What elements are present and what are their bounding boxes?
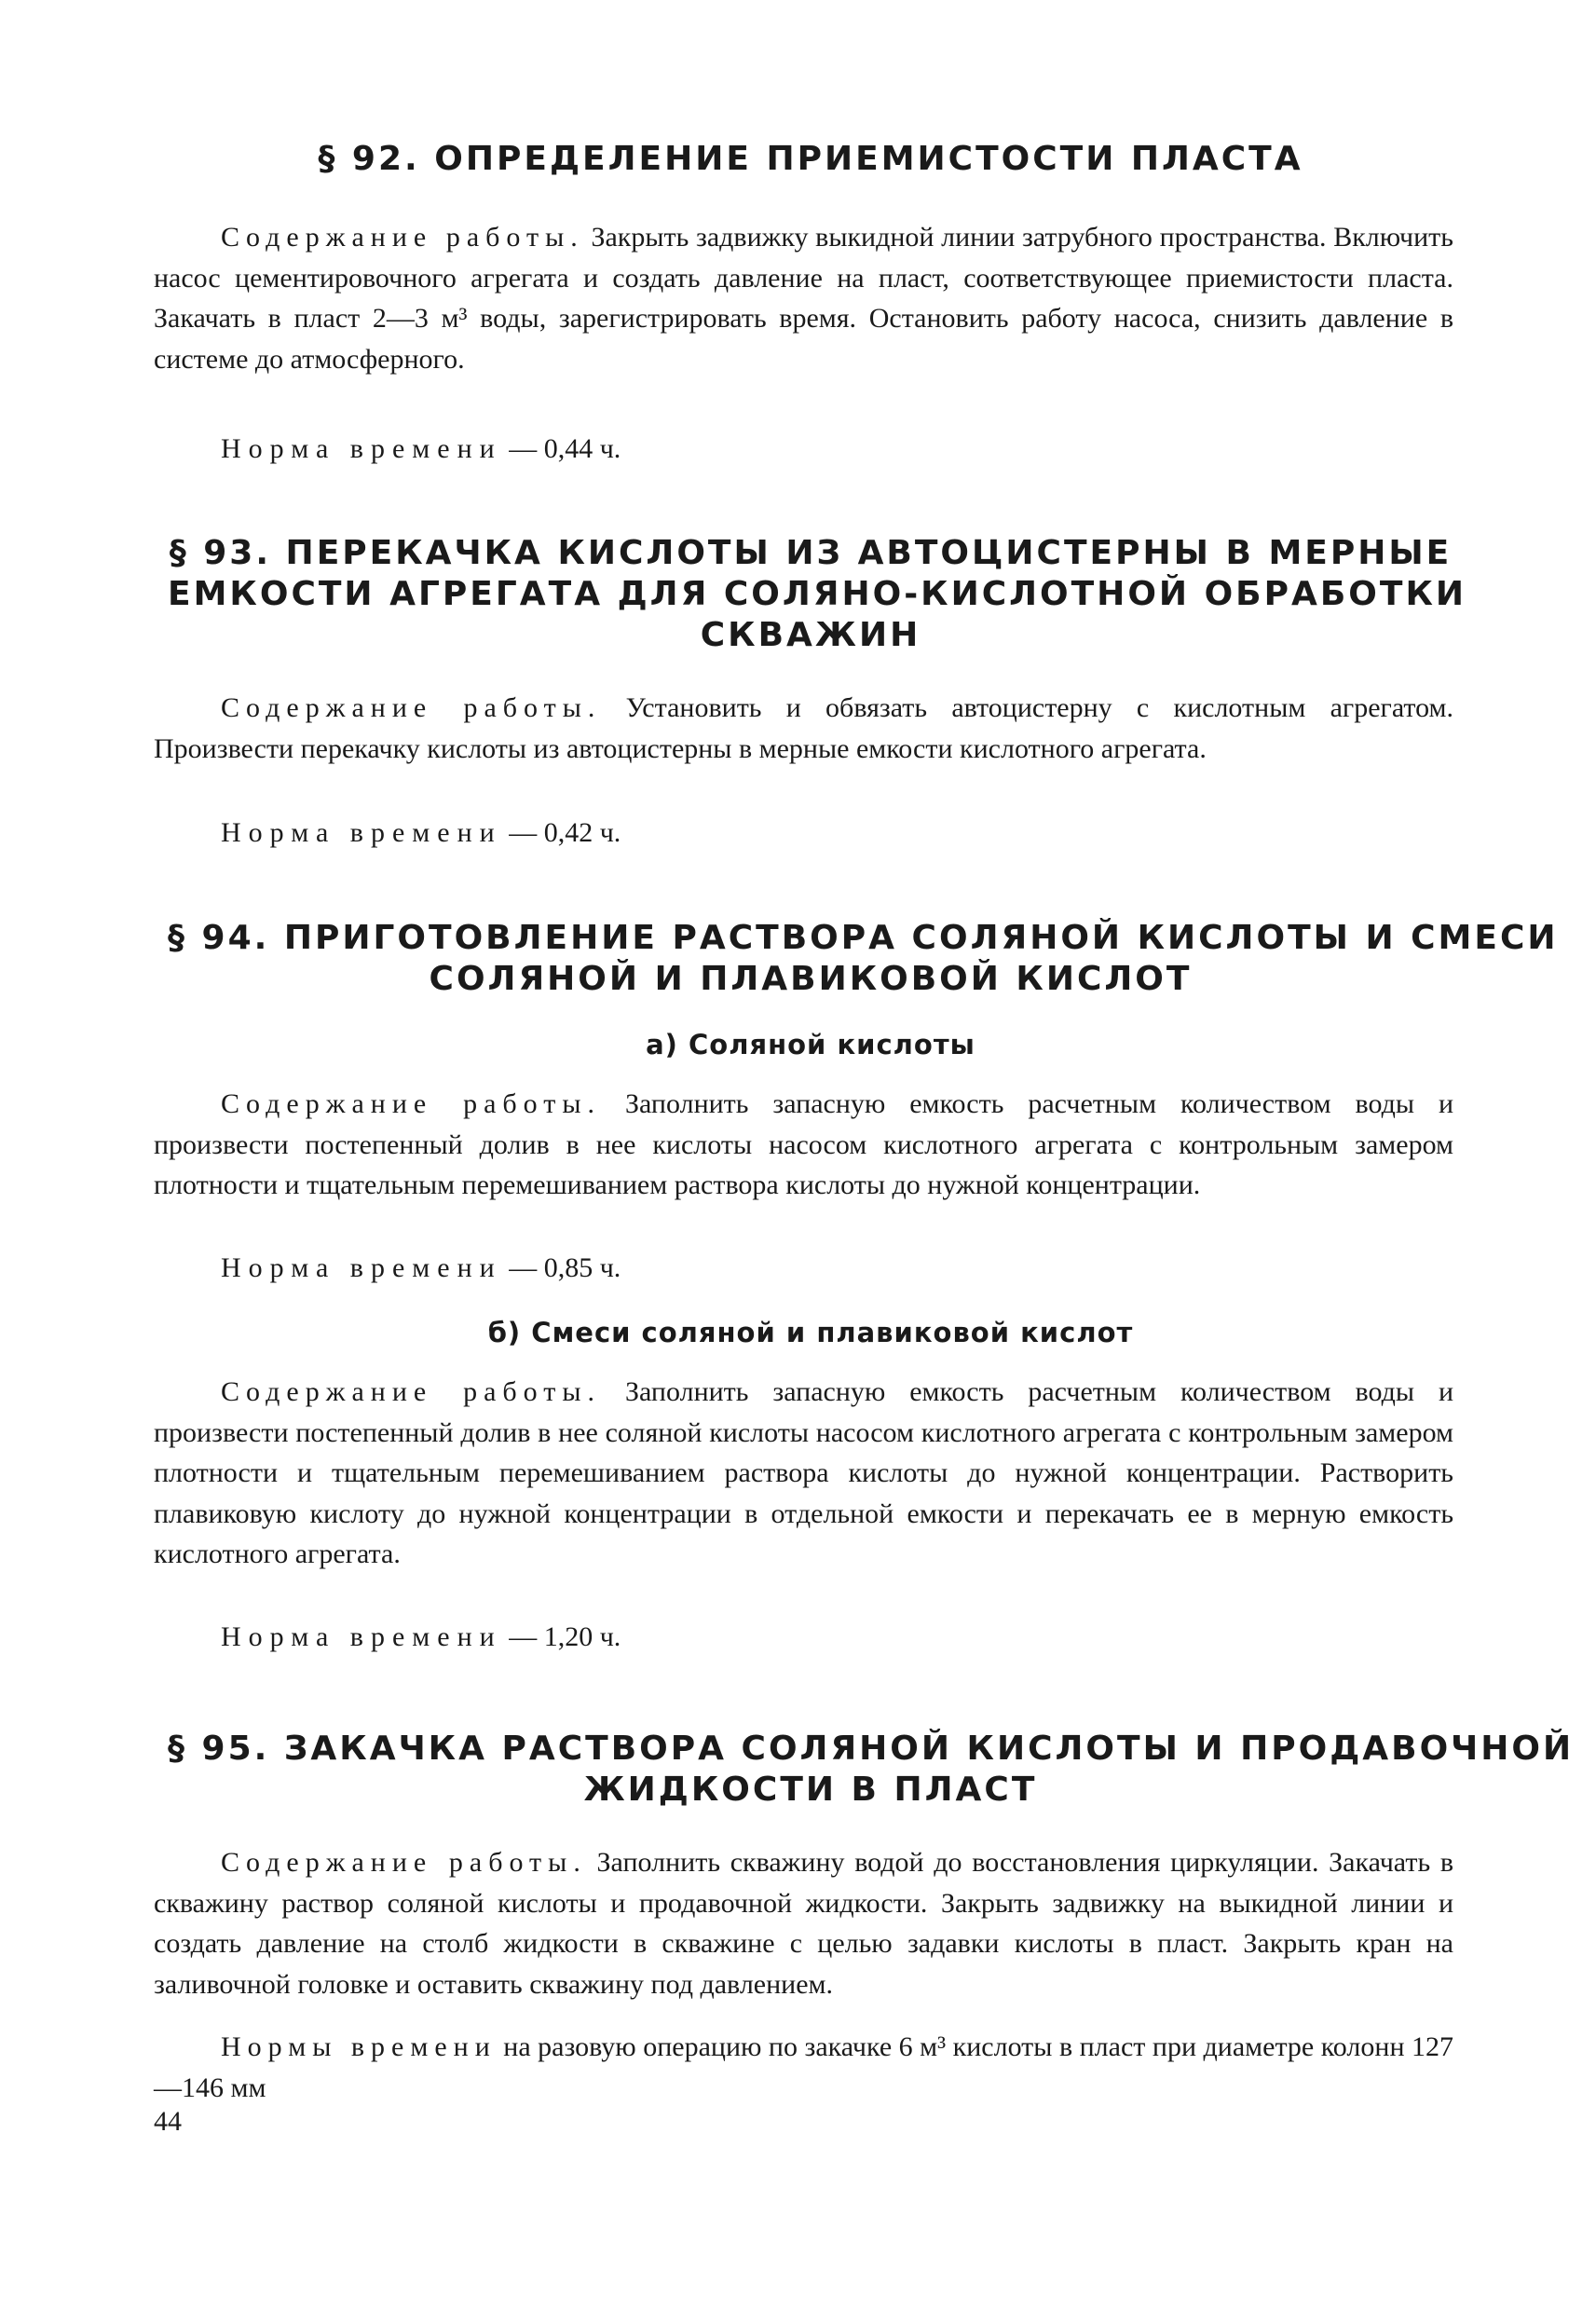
section-92-text: Закрыть задвижку выкидной линии затрубного пространства. Включить насос цементировочного агрегата и создать давление на пласт, соответствующее приемистости пласта. Закачать в пласт 2—3 м³ воды, зарегистрировать время. Остановить работу насоса, снизить давление в системе до атмосферного.: [154, 222, 1453, 375]
norm-label: Норма времени: [221, 1252, 502, 1283]
section-94b-lead: Содержание работы.: [221, 1376, 602, 1407]
section-92-title: § 92. ОПРЕДЕЛЕНИЕ ПРИЕМИСТОСТИ ПЛАСТА: [318, 140, 1303, 178]
norm-label: Норма времени: [221, 433, 502, 464]
section-95-lead: Содержание работы.: [221, 1847, 587, 1878]
section-94b-text: Заполнить запасную емкость расчетным количеством воды и произвести постепенный долив в нее соляной кислоты насосом кислотного агрегата с контрольным замером плотности и тщательным перемешиванием раствора кислоты до нужной концентрации. Растворить плавиковую кислоту до нужной концентрации в отдельной емкости и перекачать ее в мерную емкость кислотного агрегата.: [154, 1376, 1453, 1569]
section-94b-content: [154, 1372, 1453, 1575]
section-93-title-line2: ЕМКОСТИ АГРЕГАТА ДЛЯ СОЛЯНО-КИСЛОТНОЙ ОБРАБОТКИ: [168, 575, 1467, 613]
section-93-norm: [221, 813, 621, 854]
section-92-content: [154, 217, 1453, 379]
section-95-norms-text: на разовую операцию по закачке 6 м³ кислоты в пласт при диаметре колонн 127—146 мм: [154, 2031, 1454, 2103]
norm-value: — 1,20 ч.: [509, 1621, 621, 1652]
section-94a-lead: Содержание работы.: [221, 1088, 602, 1119]
section-93-title-line3: СКВАЖИН: [700, 616, 921, 654]
section-92-norm: [221, 429, 621, 470]
section-92-lead: Содержание работы.: [221, 222, 584, 253]
norm-label: Норма времени: [221, 817, 502, 848]
norm-value: — 0,42 ч.: [509, 817, 621, 848]
section-94b-norm: [221, 1617, 621, 1658]
section-94a-subtitle: а) Соляной кислоты: [646, 1029, 975, 1060]
page-number: 44: [154, 2106, 182, 2137]
section-93-lead: Содержание работы.: [221, 692, 602, 723]
section-94a-text: Заполнить запасную емкость расчетным количеством воды и произвести постепенный долив в нее кислоты насосом кислотного агрегата с контрольным замером плотности и тщательным перемешиванием раствора кислоты до нужной концентрации.: [154, 1088, 1453, 1200]
section-93-title-line1: § 93. ПЕРЕКАЧКА КИСЛОТЫ ИЗ АВТОЦИСТЕРНЫ В МЕРНЫЕ: [169, 534, 1453, 572]
section-95-text: Заполнить скважину водой до восстановления циркуляции. Закачать в скважину раствор соляной кислоты и продавочной жидкости. Закрыть задвижку на выкидной линии и создать давление на столб жидкости в скважине с целью задавки кислоты в пласт. Закрыть кран на заливочной головке и оставить скважину под давлением.: [154, 1847, 1453, 2000]
section-95-title-line1: § 95. ЗАКАЧКА РАСТВОРА СОЛЯНОЙ КИСЛОТЫ И ПРОДАВОЧНОЙ: [168, 1730, 1575, 1768]
norm-value: — 0,85 ч.: [509, 1252, 621, 1283]
section-94-title-line2: СОЛЯНОЙ И ПЛАВИКОВОЙ КИСЛОТ: [429, 960, 1193, 998]
section-95-content: [154, 1842, 1453, 2004]
section-94b-subtitle: б) Смеси соляной и плавиковой кислот: [487, 1317, 1134, 1348]
section-95-norms: [154, 2027, 1453, 2108]
section-94a-norm: [221, 1248, 621, 1289]
norm-label: Норма времени: [221, 1621, 502, 1652]
section-95-title-line2: ЖИДКОСТИ В ПЛАСТ: [583, 1771, 1038, 1809]
section-93-text: Установить и обвязать автоцистерну с кислотным агрегатом. Произвести перекачку кислоты из автоцистерны в мерные емкости кислотного агрегата.: [154, 692, 1453, 764]
section-94-title-line1: § 94. ПРИГОТОВЛЕНИЕ РАСТВОРА СОЛЯНОЙ КИСЛОТЫ И СМЕСИ: [168, 919, 1559, 957]
section-93-content: [154, 688, 1453, 769]
section-94a-content: [154, 1084, 1453, 1206]
norm-value: — 0,44 ч.: [509, 433, 621, 464]
section-95-norms-lead: Нормы времени: [221, 2031, 497, 2062]
